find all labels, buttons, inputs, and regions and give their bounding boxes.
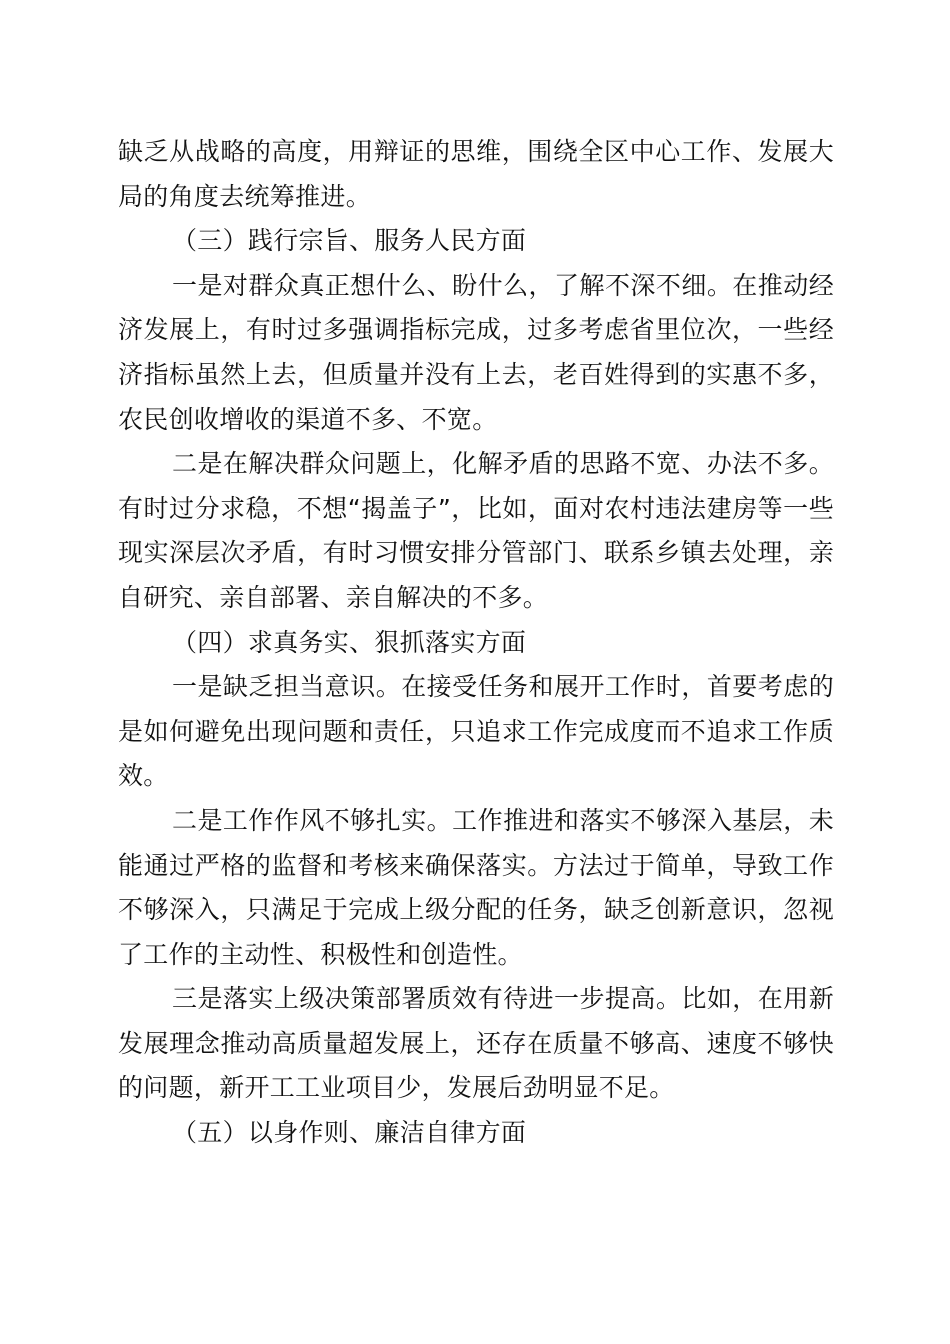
section-heading-four: （四）求真务实、狠抓落实方面 (172, 627, 527, 657)
section-heading-three: （三）践行宗旨、服务人民方面 (172, 226, 527, 256)
document-body (118, 130, 834, 1156)
paragraph-item: 三是落实上级决策部署质效有待进一步提高。比如，在用新发展理念推动高质量超发展上，还存在质量不够高、速度不够快的问题，新开工工业项目少，发展后劲明显不足。 (118, 984, 834, 1103)
paragraph-item: 二是在解决群众问题上，化解矛盾的思路不宽、办法不多。有时过分求稳，不想“揭盖子”，比如，面对农村违法建房等一些现实深层次矛盾，有时习惯安排分管部门、联系乡镇去处理，亲自研究、亲自部署、亲自解决的不多。 (118, 449, 834, 612)
paragraph-continuation: 缺乏从战略的高度，用辩证的思维，围绕全区中心工作、发展大局的角度去统筹推进。 (118, 137, 834, 211)
paragraph-item: 一是对群众真正想什么、盼什么，了解不深不细。在推动经济发展上，有时过多强调指标完成，过多考虑省里位次，一些经济指标虽然上去，但质量并没有上去，老百姓得到的实惠不多，农民创收增收的渠道不多、不宽。 (118, 270, 834, 434)
paragraph-item: 二是工作作风不够扎实。工作推进和落实不够深入基层，未能通过严格的监督和考核来确保落实。方法过于简单，导致工作不够深入，只满足于完成上级分配的任务，缺乏创新意识，忽视了工作的主动性、积极性和创造性。 (118, 805, 834, 969)
section-heading-five: （五）以身作则、廉洁自律方面 (172, 1118, 527, 1148)
paragraph-item: 一是缺乏担当意识。在接受任务和展开工作时，首要考虑的是如何避免出现问题和责任，只追求工作完成度而不追求工作质效。 (118, 672, 834, 791)
